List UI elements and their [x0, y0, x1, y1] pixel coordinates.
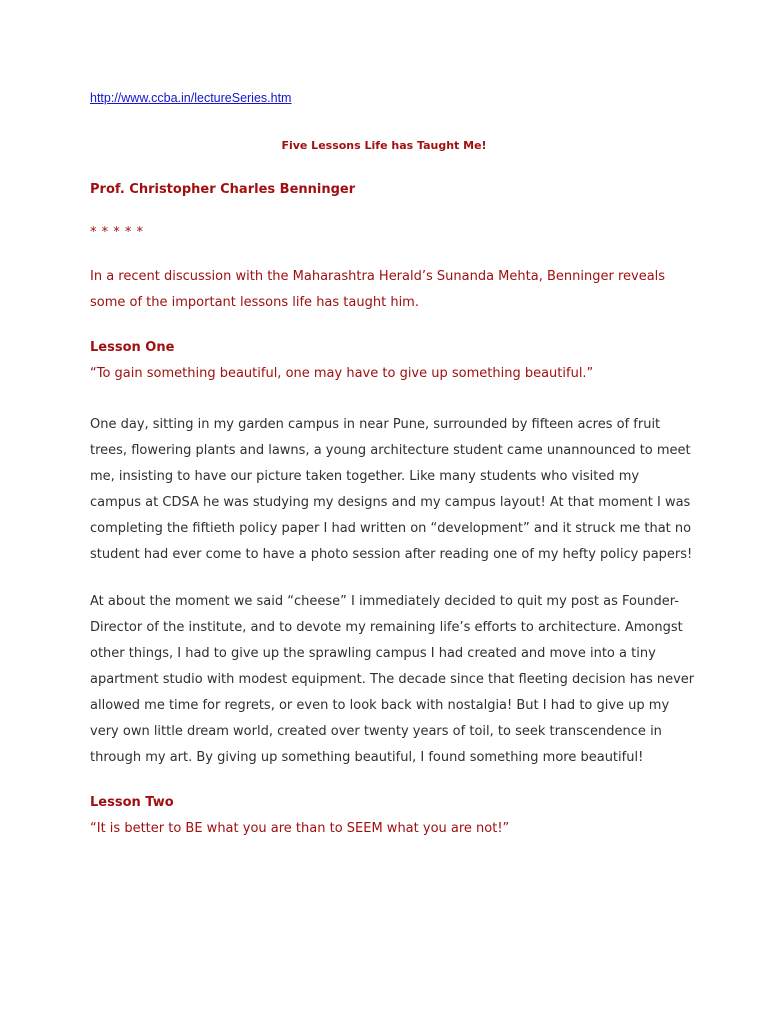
lesson-one-heading: Lesson One	[90, 340, 175, 355]
lesson-one-quote: “To gain something beautiful, one may have to give up something beautiful.”	[90, 366, 594, 381]
lesson-two-quote: “It is better to BE what you are than to SEEM what you are not!”	[90, 821, 510, 836]
paragraph-line: campus at CDSA he was studying my designs and my campus layout! At that moment I was	[90, 495, 691, 510]
source-link[interactable]: http://www.ccba.in/lectureSeries.htm	[90, 91, 292, 105]
lesson-two-heading: Lesson Two	[90, 795, 174, 810]
separator-stars: * * * * *	[90, 225, 144, 240]
lesson-one-paragraph-1	[90, 412, 693, 568]
paragraph-line: other things, I had to give up the sprawling campus I had created and move into a tiny	[90, 646, 656, 661]
paragraph-line: trees, flowering plants and lawns, a young architecture student came unannounced to meet	[90, 443, 691, 458]
document-title: Five Lessons Life has Taught Me!	[281, 139, 487, 152]
paragraph-line: Director of the institute, and to devote my remaining life’s efforts to architecture. Amongst	[90, 620, 683, 635]
intro-line: some of the important lessons life has taught him.	[90, 295, 419, 310]
intro-line: In a recent discussion with the Maharashtra Herald’s Sunanda Mehta, Benninger reveals	[90, 269, 666, 284]
paragraph-line: very own little dream world, created over twenty years of toil, to seek transcendence in	[90, 724, 662, 739]
paragraph-line: apartment studio with modest equipment. The decade since that fleeting decision has never	[90, 672, 695, 687]
paragraph-line: through my art. By giving up something beautiful, I found something more beautiful!	[90, 750, 644, 765]
paragraph-line: completing the fiftieth policy paper I had written on “development” and it struck me that no	[90, 521, 692, 536]
paragraph-line: student had ever come to have a photo session after reading one of my hefty policy papers!	[90, 547, 693, 562]
lesson-one-paragraph-2	[90, 589, 695, 771]
paragraph-line: At about the moment we said “cheese” I immediately decided to quit my post as Founder-	[90, 594, 679, 609]
intro-paragraph	[90, 264, 690, 316]
author-name: Prof. Christopher Charles Benninger	[90, 182, 356, 197]
paragraph-line: allowed me time for regrets, or even to look back with nostalgia! But I had to give up my	[90, 698, 670, 713]
paragraph-line: One day, sitting in my garden campus in near Pune, surrounded by fifteen acres of fruit	[90, 417, 661, 432]
paragraph-line: me, insisting to have our picture taken together. Like many students who visited my	[90, 469, 640, 484]
